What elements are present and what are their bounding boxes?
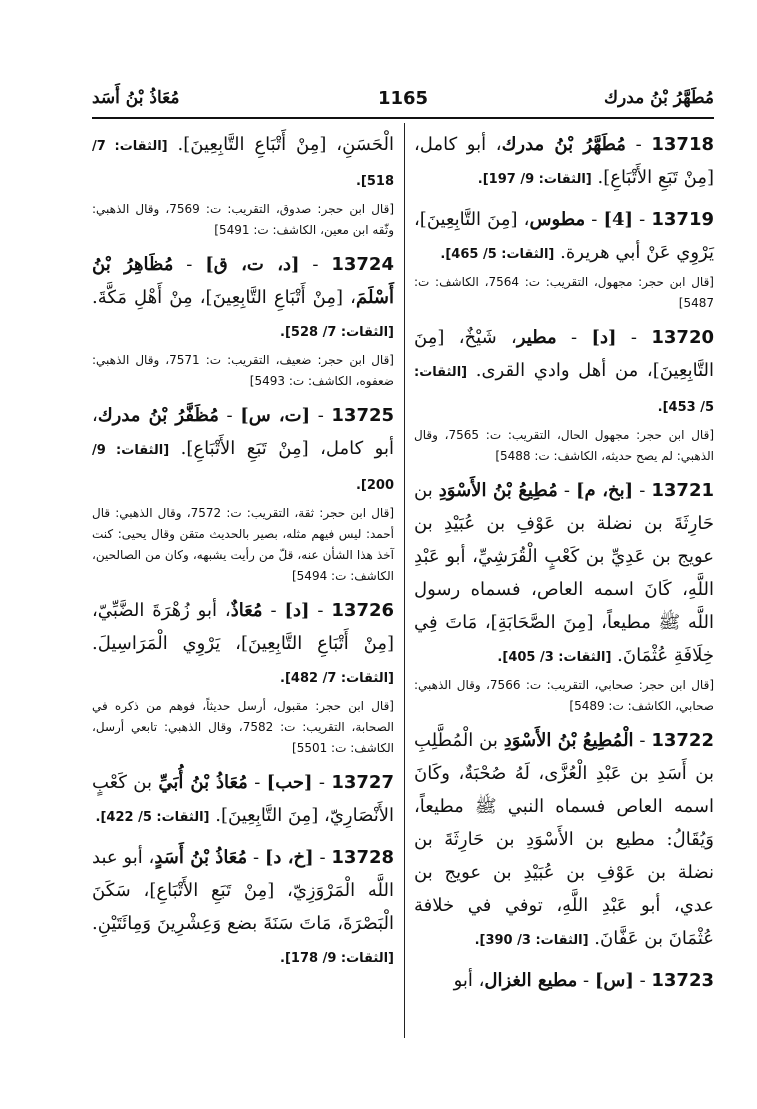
entry-ref: [الثقات: 9/ 200]. — [92, 443, 394, 493]
entry-13720 — [414, 321, 714, 467]
header-right-title: مُطَهَّرُ بْنُ مدرك — [603, 88, 714, 108]
entry-text: 13728 - [خ، د] - مُعَاذُ بْنُ أَسَدٍ، أبو عبد اللَّه الْمَرْوَزِيّ، [مِنْ تَبَعِ الأَتْبَاعِ]، سَكَنَ الْبَصْرَةَ، مَاتَ سَنَةَ بضع وَعِشْرِينَ وَمِائَتَيْنِ. [الثقات: 9/ 178]. — [92, 847, 395, 966]
entry-name: مُظَاهِرُ بْنُ أَسْلَمَ — [92, 254, 394, 308]
entry-ref: [الثقات: 9/ 178]. — [280, 951, 394, 966]
entry-note-line1: [قال ابن حجر: صدوق، التقريب: ت: 7569، وقال — [135, 202, 395, 216]
entry-body: ، [مِنْ أَتْبَاعِ التَّابِعِينَ]، مِنْ أَهْلِ مَكَّةَ. — [92, 287, 356, 308]
page-number: 1165 — [377, 88, 429, 109]
entry-body: ، أبو كامل، [مِنْ تَبَعِ الأَتْبَاعِ]. — [414, 134, 714, 188]
entry-text — [92, 128, 394, 198]
entry-note-line2: وقال الذهبي: لم يصح حديثه، الكاشف: ت: 5488] — [414, 428, 714, 463]
entry-number: 13722 — [651, 730, 714, 751]
entry-note-line1: [قال ابن حجر: صحابي، التقريب: ت: 7566، وقال — [456, 678, 714, 692]
entry-ref: [الثقات: 3/ 405]. — [497, 650, 612, 665]
entry-body: ، أبو عبد اللَّه الْمَرْوَزِيّ، [مِنْ تَبَعِ الأَتْبَاعِ]، سَكَنَ الْبَصْرَةَ، مَاتَ سَنَةَ بضع وَعِشْرِينَ وَمِائَتَيْنِ. — [92, 847, 394, 934]
entry-body: ، أبو زُهْرَةَ الضَّبِّيّ، [مِنْ أَتْبَاعِ التَّابِعِينَ]، يَرْوِي الْمَرَاسِيلَ. — [92, 600, 394, 654]
entry-number: 13720 — [651, 327, 714, 348]
entry-13726 — [92, 594, 394, 759]
entry-note — [92, 199, 394, 241]
entry-name: مطوس — [529, 209, 586, 230]
entry-body: الْحَسَنِ، [مِنْ أَتْبَاعِ التَّابِعِينَ]. — [177, 134, 394, 155]
entry-note-line1: [قال ابن حجر: ضعيف، التقريب: ت: 7571، وقال — [135, 353, 394, 367]
entry-number: 13728 — [331, 847, 395, 868]
entry-note — [414, 675, 714, 717]
entry-note-line2: ت: 5494] — [291, 569, 347, 583]
entry-name: مُظَفَّرُ بْنُ مدرك — [97, 405, 219, 426]
entry-number: 13726 — [331, 600, 395, 621]
entry-ref: [الثقات: 5/ 453]. — [414, 365, 714, 415]
entry-body: ، أبو كامل، [مِنْ تَبَعِ الأَتْبَاعِ]. — [92, 405, 394, 459]
entry-ref: [الثقات: 3/ 390]. — [474, 933, 589, 948]
entry-tag: [خ، د] — [264, 847, 314, 868]
entry-body: ، شَيْخٌ، [مِنَ التَّابِعِينَ]، من أهل وادي القرى. — [414, 327, 714, 381]
entry-note — [92, 503, 394, 587]
entry-name: مُعَاذُ بْنُ أُبَيِّ — [158, 772, 248, 793]
entry-tag: [د] — [284, 600, 310, 621]
entry-note-line2: الذهبي: وثّقه ابن معين، الكاشف: ت: 5491] — [92, 202, 394, 237]
entry-13724 — [92, 248, 394, 392]
entry-ref: [الثقات: 7/ 482]. — [280, 671, 394, 686]
entry-body: بن الْمُطَّلِبِ بن أَسَدِ بن عَبْدِ الْعُزَّى، لَهُ صُحْبَةٌ، وكَانَ اسمه العاص فسماه النبي ﷺ مطيعاً، وَيُقَالُ: مطيع بن الأَسْوَدِ بن حَارِثَةَ بن نضلة بن عَوْفِ بن عُبَيْدِ بن عويج بن عدي، أبو عَبْدِ اللَّهِ، توفي في خلافة عُثْمَانَ بن عَفَّانَ. — [414, 730, 714, 949]
entry-text: 13722 - الْمُطِيعُ بْنُ الأَسْوَدِ بن الْمُطَّلِبِ بن أَسَدِ بن عَبْدِ الْعُزَّى، لَهُ صُحْبَةٌ، وكَانَ اسمه العاص فسماه النبي ﷺ مطيعاً، وَيُقَالُ: مطيع بن الأَسْوَدِ بن حَارِثَةَ بن نضلة بن عَوْفِ بن عُبَيْدِ بن عويج بن عدي، أبو عَبْدِ اللَّهِ، توفي في خلافة عُثْمَانَ بن عَفَّانَ. [الثقات: 3/ 390]. — [414, 730, 714, 949]
entry-note-line2: الذهبي: ضعفوه، الكاشف: ت: 5493] — [92, 353, 394, 388]
page-header — [92, 88, 714, 114]
entry-text: 13718 - مُطَهَّرُ بْنُ مدرك، أبو كامل، [مِنْ تَبَعِ الأَتْبَاعِ]. [الثقات: 9/ 197]. — [414, 134, 714, 188]
entry-tag: [ت، س] — [240, 405, 311, 426]
entry-body: بن كَعْبٍ الأَنْصَارِيّ، [مِنَ التَّابِعِينَ]. — [92, 772, 394, 826]
entry-tag: [حب] — [266, 772, 313, 793]
entry-ref: [الثقات: 5/ 465]. — [440, 247, 555, 262]
entry-13721 — [414, 474, 714, 717]
entry-ref: [الثقات: 7/ 528]. — [280, 325, 394, 340]
left-column — [92, 128, 394, 982]
entry-name: مطير — [516, 327, 557, 348]
entry-note-line2: الذهبي: صحابي، الكاشف: ت: 5489] — [414, 678, 714, 713]
entry-name: مُطَهَّرُ بْنُ مدرك — [501, 134, 626, 155]
entry-note — [414, 272, 714, 314]
entry-note — [92, 350, 394, 392]
entry-text: 13724 - [د، ت، ق] - مُظَاهِرُ بْنُ أَسْلَمَ، [مِنْ أَتْبَاعِ التَّابِعِينَ]، مِنْ أَهْلِ مَكَّةَ. [الثقات: 7/ 528]. — [92, 254, 394, 340]
entry-number: 13719 — [651, 209, 714, 230]
column-divider — [404, 123, 405, 1038]
entry-text: 13721 - [بخ، م] - مُطِيعُ بْنُ الأَسْوَدِ بن حَارِثَةَ بن نضلة بن عَوْفِ بن عُبَيْدِ بن عويج بن عَدِيِّ بن كَعْبٍ الْقُرَشِيِّ، أبو عَبْدِ اللَّهِ، كَانَ اسمه العاص، فسماه رسول اللَّه ﷺ مطيعاً، [مِنَ الصَّحَابَةِ]، مَاتَ فِي خِلَافَةِ عُثْمَانَ. [الثقات: 3/ 405]. — [414, 480, 714, 666]
entry-name: مُعَاذُ بْنُ أَسَدٍ — [154, 847, 248, 868]
entry-ref: [الثقات: 9/ 197]. — [477, 172, 592, 187]
entry-note-line1: [قال ابن حجر: مجهول الحال، التقريب: ت: 7565، — [444, 428, 714, 442]
entry-text: 13723 - [س] - مطيع الغزال، أبو — [453, 970, 714, 991]
entry-note — [92, 696, 394, 759]
entry-note-line1: [قال ابن حجر: ثقة، التقريب: ت: 7572، وقال الذهبي: قال أحمد: ليس فيهم مثله، بصير بالحديث متقن وقال يحيى: كنت آخذ هذا الشأن عنه، قلّ من رأيت يشبهه، وكان من الصالحين، الكاشف: — [92, 506, 395, 583]
entry-name: مُعَاذٌ — [230, 600, 263, 621]
entry-number: 13718 — [651, 134, 714, 155]
header-left-title: مُعَاذُ بْنُ أَسَد — [92, 88, 180, 108]
entry-tag: [س] — [594, 970, 634, 991]
entry-13723 — [414, 964, 714, 999]
entry-ref: [الثقات: 5/ 422]. — [95, 810, 210, 825]
entry-13719 — [414, 203, 714, 314]
entry-ref: [الثقات: 7/ 518]. — [92, 139, 394, 189]
entry-note-line2: تابعي أرسل، الكاشف: ت: 5501] — [92, 720, 394, 755]
entry-13722 — [414, 724, 714, 957]
entry-number: 13723 — [651, 970, 714, 991]
entry-number: 13724 — [331, 254, 394, 275]
entry-continuation — [92, 128, 394, 241]
entry-13728 — [92, 841, 394, 975]
entry-number: 13721 — [651, 480, 714, 501]
right-column — [414, 128, 714, 1006]
entry-note-line1: [قال ابن حجر: مقبول، أرسل حديثاً، فوهم من ذكره في الصحابة، التقريب: ت: 7582، وقال الذهبي: — [92, 699, 394, 734]
entry-text: 13725 - [ت، س] - مُظَفَّرُ بْنُ مدرك، أبو كامل، [مِنْ تَبَعِ الأَتْبَاعِ]. [الثقات: 9/ 200]. — [92, 405, 395, 493]
entry-name: الْمُطِيعُ بْنُ الأَسْوَدِ — [503, 730, 634, 751]
entry-tag: [بخ، م] — [575, 480, 634, 501]
entry-name: مطيع الغزال — [484, 970, 578, 991]
entry-text: 13719 - [4] - مطوس، [مِنَ التَّابِعِينَ]، يَرْوِي عَنْ أبي هريرة. [الثقات: 5/ 465]. — [414, 209, 714, 263]
entry-tag: [د، ت، ق] — [205, 254, 300, 275]
entry-body: ، [مِنَ التَّابِعِينَ]، يَرْوِي عَنْ أبي هريرة. — [414, 209, 714, 263]
entry-text: 13720 - [د] - مطير، شَيْخٌ، [مِنَ التَّابِعِينَ]، من أهل وادي القرى. [الثقات: 5/ 453]. — [414, 327, 714, 415]
entry-note-line1: [قال ابن حجر: مجهول، التقريب: ت: 7564، — [484, 275, 714, 289]
entry-body: بن حَارِثَةَ بن نضلة بن عَوْفِ بن عُبَيْدِ بن عويج بن عَدِيِّ بن كَعْبٍ الْقُرَشِيِّ، أبو عَبْدِ اللَّهِ، كَانَ اسمه العاص، فسماه رسول اللَّه ﷺ مطيعاً، [مِنَ الصَّحَابَةِ]، مَاتَ فِي خِلَافَةِ عُثْمَانَ. — [414, 480, 714, 666]
header-rule — [92, 117, 714, 119]
entry-body: ، أبو — [453, 970, 485, 991]
entry-note-line2: الكاشف: ت: 5487] — [414, 275, 714, 310]
entry-note — [414, 425, 714, 467]
entry-tag: [د] — [591, 327, 617, 348]
entry-13725 — [92, 399, 394, 587]
entry-text: 13727 - [حب] - مُعَاذُ بْنُ أُبَيِّ بن كَعْبٍ الأَنْصَارِيّ، [مِنَ التَّابِعِينَ]. [الثقات: 5/ 422]. — [92, 772, 394, 826]
entry-name: مُطِيعُ بْنُ الأَسْوَدِ — [438, 480, 558, 501]
entry-13718 — [414, 128, 714, 196]
entry-number: 13725 — [331, 405, 395, 426]
entry-text: 13726 - [د] - مُعَاذٌ، أبو زُهْرَةَ الضَّبِّيّ، [مِنْ أَتْبَاعِ التَّابِعِينَ]، يَرْوِي الْمَرَاسِيلَ. [الثقات: 7/ 482]. — [92, 600, 395, 686]
entry-13727 — [92, 766, 394, 834]
entry-number: 13727 — [331, 772, 394, 793]
entry-tag: [4] — [603, 209, 634, 230]
